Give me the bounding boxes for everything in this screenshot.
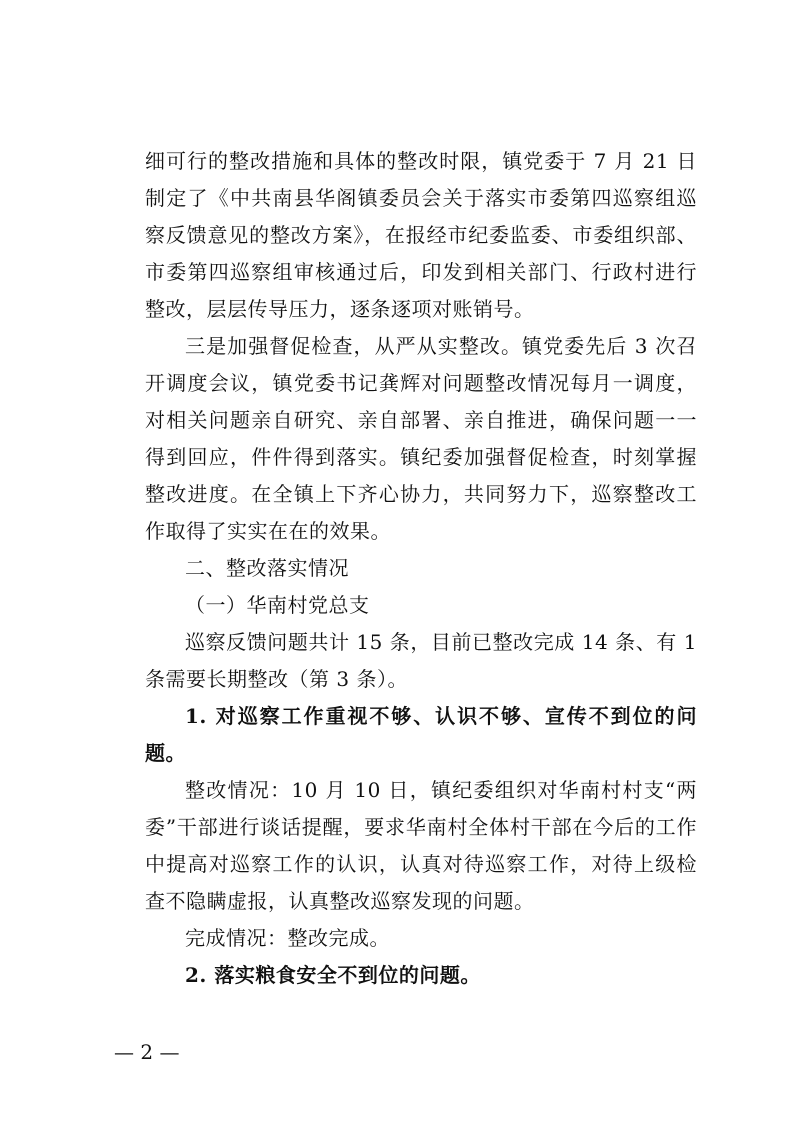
page-number: — 2 —: [114, 1040, 180, 1064]
paragraph-continued-rectification-plan: 细可行的整改措施和具体的整改时限，镇党委于 7 月 21 日制定了《中共南县华阁镇委员会关于落实市委第四巡察组巡察反馈意见的整改方案》，在报经市纪委监委、市委组织部、市委第四巡察组审核通过后，印发到相关部门、行政村进行整改，层层传导压力，逐条逐项对账销号。: [145, 149, 697, 321]
paragraph-supervision-inspection: 三是加强督促检查，从严从实整改。镇党委先后 3 次召开调度会议，镇党委书记龚辉对问题整改情况每月一调度，对相关问题亲自研究、亲自部署、亲自推进，确保问题一一得到回应，件件得到落实。镇纪委加强督促检查，时刻掌握整改进度。在全镇上下齐心协力，共同努力下，巡察整改工作取得了实实在在的效果。: [145, 334, 697, 543]
document-body: [145, 143, 697, 994]
section-heading-rectification-status: 二、整改落实情况: [185, 556, 349, 580]
paragraph-feedback-count: 巡察反馈问题共计 15 条，目前已整改完成 14 条、有 1 条需要长期整改（第 3 条）。: [145, 630, 697, 691]
paragraph-rectification-status-1: 整改情况：10 月 10 日，镇纪委组织对华南村村支“两委”干部进行谈话提醒，要求华南村全体村干部在今后的工作中提高对巡察工作的认识，认真对待巡察工作，对待上级检查不隐瞒虚报，认真整改巡察发现的问题。: [145, 778, 697, 913]
item-heading-2: 2. 落实粮食安全不到位的问题。: [185, 963, 481, 987]
item-heading-1: 1. 对巡察工作重视不够、认识不够、宣传不到位的问题。: [145, 704, 697, 765]
subsection-heading-huanan-village: （一）华南村党总支: [185, 593, 370, 617]
paragraph-completion-status-1: 完成情况：整改完成。: [185, 926, 390, 950]
